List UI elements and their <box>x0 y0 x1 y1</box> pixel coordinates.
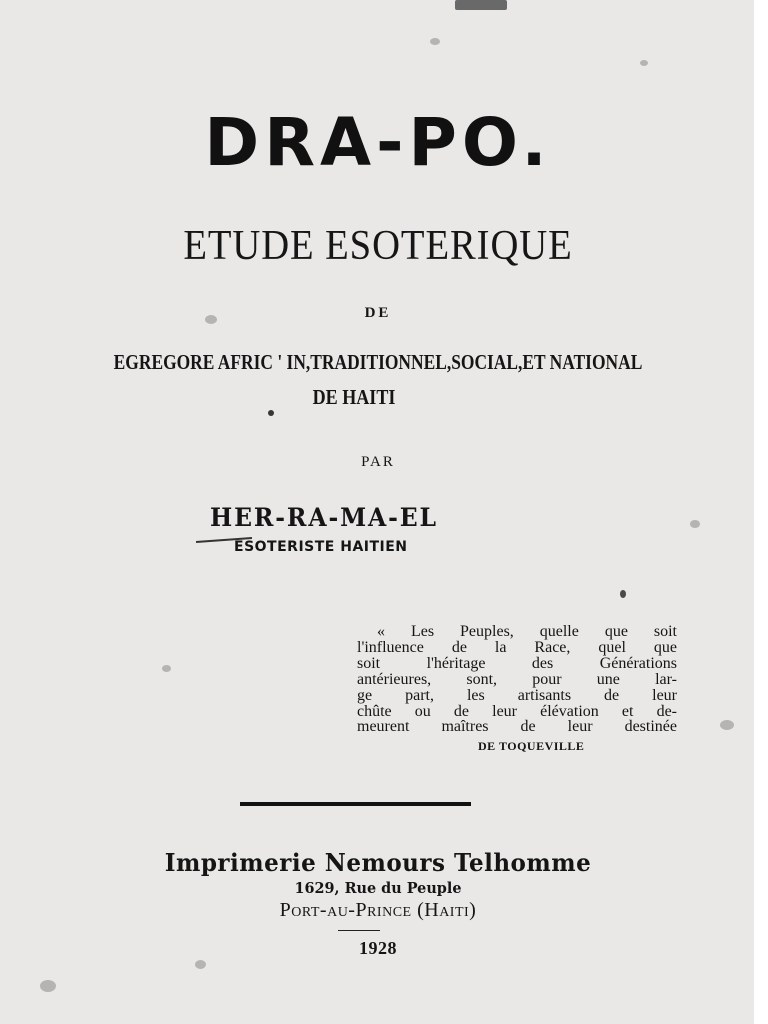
paper-speck <box>455 0 507 10</box>
epigraph-line: antérieures, sont, pour une lar- <box>357 670 677 688</box>
connector-de: DE <box>364 305 392 321</box>
author-name: HER-RA-MA-EL <box>210 503 438 532</box>
paper-speck <box>430 38 440 45</box>
epigraph-line: « Les Peuples, quelle que soit <box>377 623 677 640</box>
epigraph <box>357 624 677 735</box>
paper-speck <box>40 980 56 992</box>
topic-line-2: DE HAITI <box>312 385 396 409</box>
printer-name: Imprimerie Nemours Telhomme <box>164 848 592 877</box>
divider-rule <box>240 802 471 806</box>
epigraph-source: DE TOQUEVILLE <box>478 739 585 753</box>
paper-speck <box>268 410 274 416</box>
topic-line-1: EGREGORE AFRIC ' IN,TRADITIONNEL,SOCIAL,ET NATIONAL <box>113 350 643 374</box>
paper-speck <box>195 960 206 969</box>
epigraph-line: l'influence de la Race, quel que <box>357 638 677 656</box>
connector-par: PAR <box>361 454 395 470</box>
book-title: DRA-PO. <box>204 104 552 181</box>
book-subtitle: ETUDE ESOTERIQUE <box>183 223 573 269</box>
paper-speck <box>620 590 626 598</box>
paper-speck <box>720 720 734 730</box>
epigraph-line: ge part, les artisants de leur <box>357 686 677 704</box>
printer-city: Port-au-Prince (Haiti) <box>279 899 477 921</box>
publication-year: 1928 <box>359 938 397 958</box>
paper-speck <box>690 520 700 528</box>
printer-address: 1629, Rue du Peuple <box>294 879 462 897</box>
paper-speck <box>162 665 171 672</box>
small-divider <box>338 930 380 931</box>
epigraph-line: meurent maîtres de leur destinée <box>357 718 677 736</box>
epigraph-line: chûte ou de leur élévation et de- <box>357 702 677 720</box>
epigraph-line: soit l'héritage des Générations <box>357 654 677 672</box>
page-edge <box>754 0 768 1024</box>
author-role: ESOTERISTE HAITIEN <box>234 539 408 555</box>
paper-speck <box>640 60 648 66</box>
